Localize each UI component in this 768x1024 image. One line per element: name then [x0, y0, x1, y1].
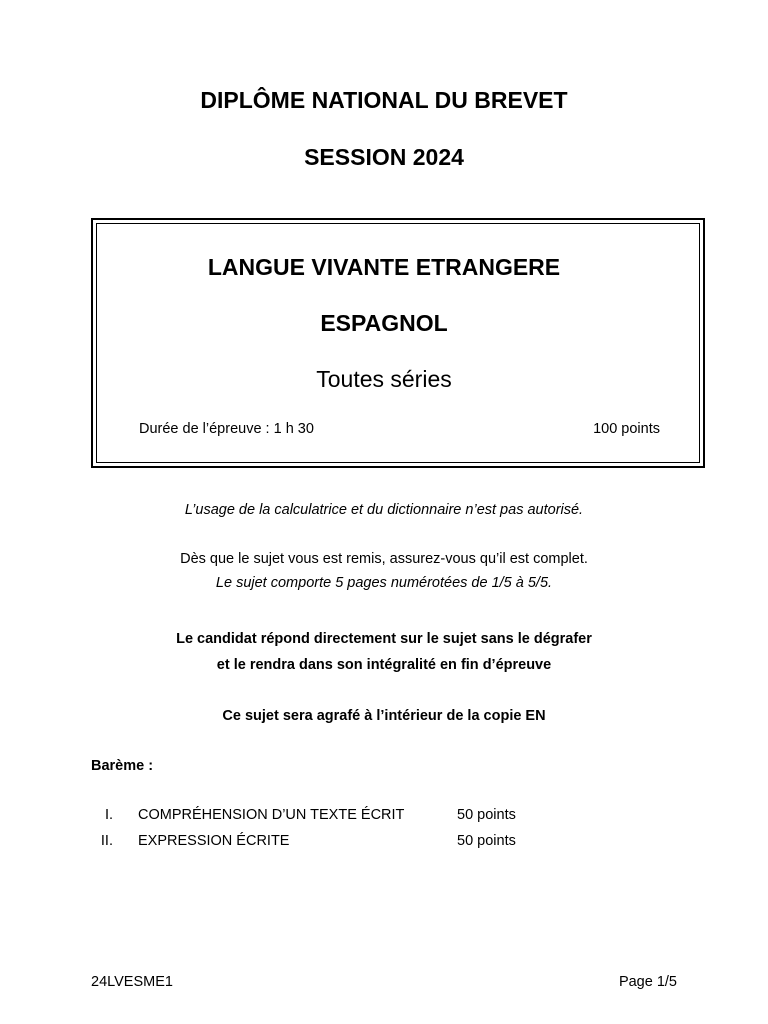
candidate-instruction-line2: et le rendra dans son intégralité en fin d’épreuve: [216, 657, 552, 673]
bareme-item-label: EXPRESSION ÉCRITE: [138, 833, 290, 849]
completeness-notice: Dès que le sujet vous est remis, assurez-vous qu’il est complet.: [180, 551, 588, 567]
duration-label: Durée de l’épreuve : 1 h 30: [139, 421, 314, 437]
footer-exam-code: 24LVESME1: [91, 974, 173, 990]
bareme-item-number: I.: [104, 807, 113, 823]
language-title: ESPAGNOL: [320, 310, 448, 336]
total-points-label: 100 points: [593, 421, 660, 437]
footer-page-number: Page 1/5: [618, 974, 677, 990]
document-title: DIPLÔME NATIONAL DU BREVET: [200, 87, 568, 113]
bareme-item-label: COMPRÉHENSION D’UN TEXTE ÉCRIT: [138, 807, 405, 823]
pages-notice: Le sujet comporte 5 pages numérotées de 1/5 à 5/5.: [215, 575, 553, 591]
bareme-item-number: II.: [100, 833, 113, 849]
session-title: SESSION 2024: [304, 144, 464, 170]
bareme-item-points: 50 points: [457, 807, 516, 823]
subject-title: LANGUE VIVANTE ETRANGERE: [207, 254, 561, 280]
bareme-heading: Barème :: [91, 758, 154, 774]
calculator-notice: L’usage de la calculatrice et du dictionnaire n’est pas autorisé.: [184, 502, 584, 518]
staple-notice: Ce sujet sera agrafé à l’intérieur de la copie EN: [222, 708, 546, 724]
series-label: Toutes séries: [316, 366, 452, 392]
bareme-item-points: 50 points: [457, 833, 516, 849]
candidate-instruction-line1: Le candidat répond directement sur le sujet sans le dégrafer: [176, 631, 592, 647]
